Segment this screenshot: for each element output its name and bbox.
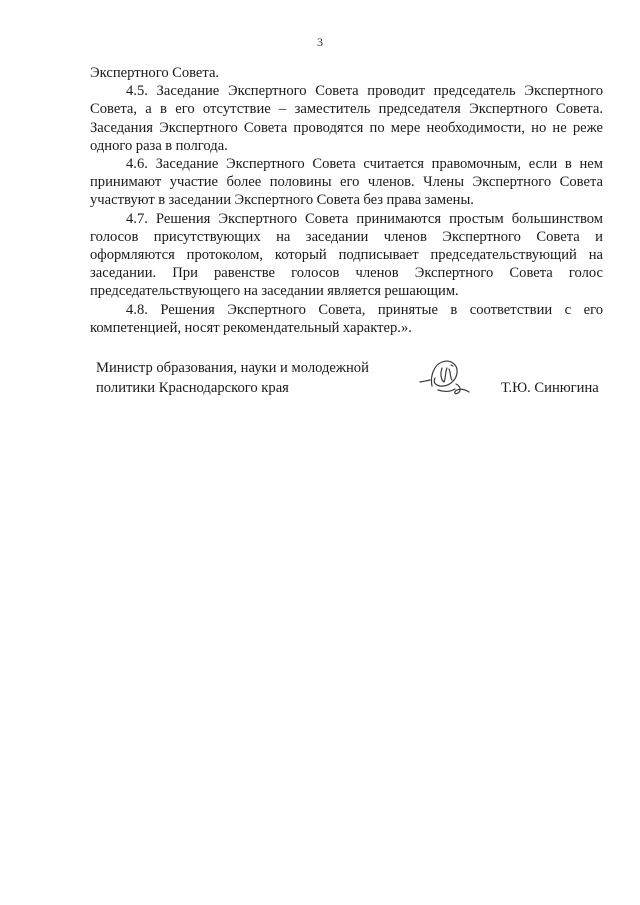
signatory-name: Т.Ю. Синюгина bbox=[501, 380, 599, 396]
signatory-position-line-1: Министр образования, науки и молодежной bbox=[96, 360, 369, 376]
signatory-position bbox=[96, 358, 396, 398]
paragraph-4-5: 4.5. Заседание Экспертного Совета проводит председатель Экспертного Совета, а в его отсутствие – заместитель председателя Экспертного Совета. Заседания Экспертного Совета проводятся по мере необходимости, но не реже одного раза в полгода. bbox=[90, 83, 603, 154]
document-body bbox=[90, 64, 603, 337]
handwritten-signature bbox=[418, 356, 476, 400]
paragraph-continuation: Экспертного Совета. bbox=[90, 65, 220, 81]
paragraph-4-7: 4.7. Решения Экспертного Совета принимаются простым большинством голосов присутствующих на заседании членов Экспертного Совета и оформляются протоколом, который подписывает председательствующий на заседании. При равенстве голосов членов Экспертного Совета голос председательствующего на заседании является решающим. bbox=[90, 210, 603, 300]
signature-block bbox=[96, 358, 606, 408]
paragraph-4-8: 4.8. Решения Экспертного Совета, принятые в соответствии с его компетенцией, носят рекомендательный характер.». bbox=[90, 301, 603, 336]
signatory-position-line-2: политики Краснодарского края bbox=[96, 380, 289, 396]
page-number: 3 bbox=[317, 35, 323, 49]
paragraph-4-6: 4.6. Заседание Экспертного Совета считается правомочным, если в нем принимают участие более половины его членов. Члены Экспертного Совета участвуют в заседании Экспертного Совета без права замены. bbox=[90, 156, 603, 209]
